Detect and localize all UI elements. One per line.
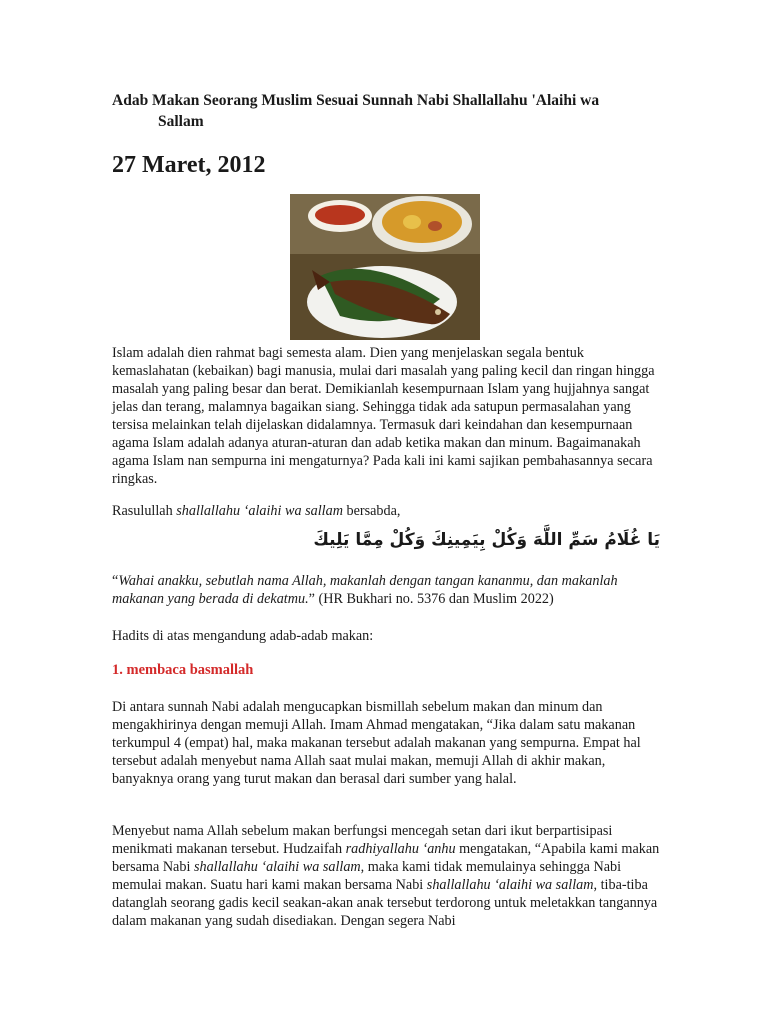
soup-tomato	[428, 221, 442, 231]
para2-d: shallallahu ‘alaihi wa sallam	[193, 859, 361, 875]
section-heading-basmallah: 1. membaca basmallah	[112, 662, 254, 678]
hadith-translation	[112, 572, 660, 608]
hadith-summary: Hadits di atas mengandung adab-adab makan:	[112, 628, 374, 644]
basmallah-paragraph-2	[112, 822, 660, 930]
hadith-lead-honorific: shallallahu ‘alaihi wa sallam	[176, 503, 343, 519]
hadith-lead-after: bersabda,	[342, 503, 401, 519]
hadith-arabic: يَا غُلَامُ سَمِّ اللَّهَ وَكُلْ بِيَمِينِكَ وَكُلْ مِمَّا يَلِيكَ	[313, 530, 660, 550]
hadith-lead	[112, 502, 660, 520]
article-title	[112, 90, 660, 132]
fish-eye	[435, 309, 441, 315]
translation-text: Wahai anakku, sebutlah nama Allah, makanlah dengan tangan kananmu, dan makanlah makanan yang berada di dekatmu.	[112, 573, 618, 607]
article-date: 27 Maret, 2012	[112, 152, 266, 178]
para2-b: radhiyallahu ‘anhu	[345, 841, 456, 857]
soup	[382, 201, 462, 243]
soup-vegetable	[403, 215, 421, 229]
para2-f: shallallahu ‘alaihi wa sallam	[426, 877, 594, 893]
sambal	[315, 205, 365, 225]
para2-g: , tiba-tiba datanglah seorang gadis kecil seakan-akan anak tersebut terdorong untuk meletakkan tangannya dalam makanan yang sudah disediakan. Dengan segera Nabi	[112, 877, 658, 929]
basmallah-paragraph-1: Di antara sunnah Nabi adalah mengucapkan bismillah sebelum makan dan minum dan mengakhirinya dengan memuji Allah. Imam Ahmad mengatakan, “Jika dalam satu makanan terkumpul 4 (empat) hal, maka makanan tersebut adalah makanan yang sempurna. Empat hal tersebut adalah menyebut nama Allah saat mulai makan, memuji Allah di akhir makan, banyaknya orang yang turut makan dan berasal dari sumber yang halal.	[112, 699, 641, 787]
title-line-2: Sallam	[158, 113, 204, 130]
hadith-source: ” (HR Bukhari no. 5376 dan Muslim 2022)	[308, 591, 554, 607]
para2-a: Menyebut nama Allah sebelum makan berfungsi mencegah setan dari ikut berpartisipasi menikmati makanan tersebut. Hudzaifah	[112, 823, 613, 857]
title-line-1: Adab Makan Seorang Muslim Sesuai Sunnah Nabi Shallallahu 'Alaihi wa	[112, 92, 600, 109]
intro-paragraph: Islam adalah dien rahmat bagi semesta alam. Dien yang menjelaskan segala bentuk kemaslahatan (kebaikan) bagi manusia, mulai dari masalah yang paling kecil dan ringan hingga masalah yang paling besar dan berat. Demikianlah kesempurnaan Islam yang hujjahnya sangat jelas dan terang, malamnya bagaikan siang. Sehingga tidak ada satupun permasalahan yang tersisa melainkan telah dijelaskan didalamnya. Termasuk dari keindahan dan kesempurnaan agama Islam adalah adanya aturan-aturan dan adab ketika makan dan minum. Bagaimanakah agama Islam nan sempurna ini mengaturnya? Pada kali ini kami sajikan pembahasannya secara ringkas.	[112, 345, 655, 487]
open-quote: “	[112, 573, 119, 589]
food-photo-icon	[290, 194, 480, 340]
para2-c: mengatakan, “Apabila kami makan bersama Nabi	[112, 841, 660, 875]
hadith-lead-before: Rasulullah	[112, 503, 177, 519]
para2-e: , maka kami tidak memulainya sehingga Nabi memulai makan. Suatu hari kami makan bersama Nabi	[112, 859, 622, 893]
